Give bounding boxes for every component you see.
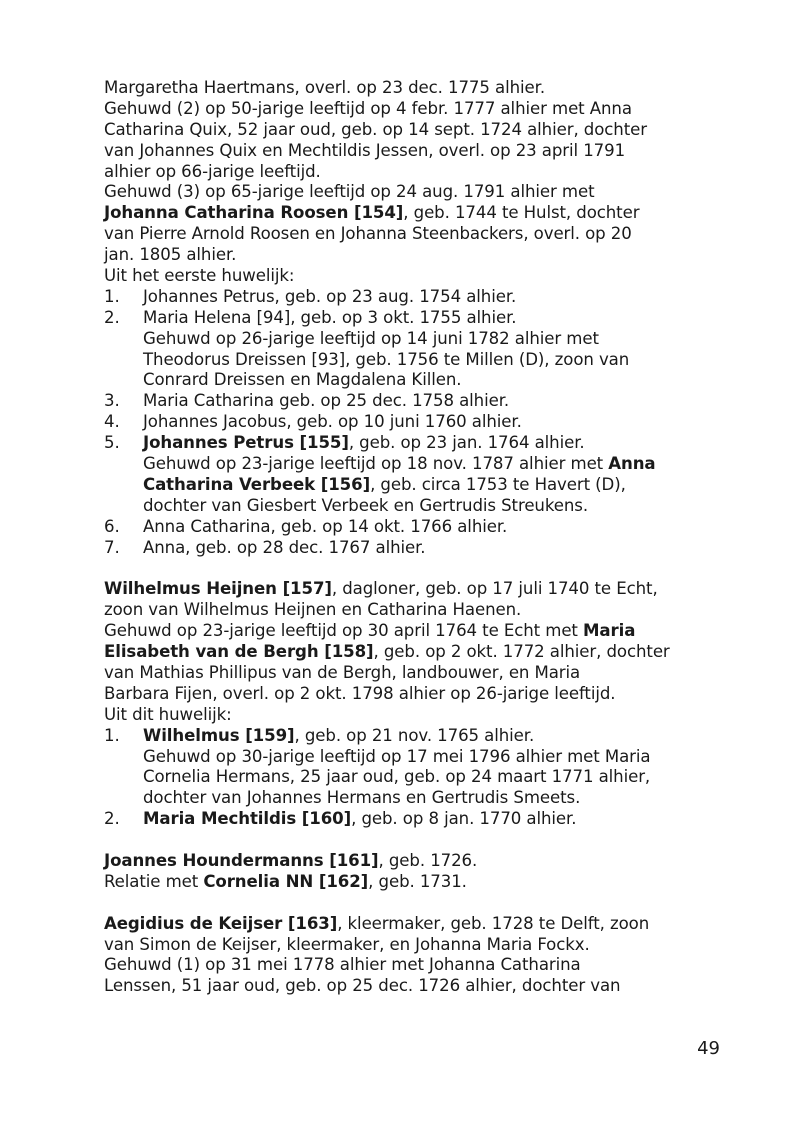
page-body-text <box>104 78 704 997</box>
person-name: Johannes Petrus [155] <box>143 433 349 453</box>
list-number: 7. <box>104 537 120 557</box>
person-name: Wilhelmus [159] <box>143 725 295 745</box>
text-fragment: , geb. op 21 nov. 1765 alhier. <box>294 725 535 745</box>
list-number: 1. <box>104 725 120 745</box>
list-subtext: Gehuwd op 26-jarige leeftijd op 14 juni 1782 alhier met <box>143 328 599 348</box>
person-name: Catharina Verbeek [156] <box>143 474 371 494</box>
list-text <box>143 726 534 747</box>
text-line <box>104 621 704 642</box>
text-line: zoon van Wilhelmus Heijnen en Catharina Haenen. <box>104 600 522 620</box>
text-line: van Mathias Phillipus van de Bergh, landbouwer, en Maria <box>104 662 581 682</box>
list-text: Maria Helena [94], geb. op 3 okt. 1755 alhier. <box>143 307 517 327</box>
text-fragment: , geb. 1731. <box>368 871 467 891</box>
person-name: Cornelia NN [162] <box>203 871 369 891</box>
text-line <box>104 642 704 663</box>
list-subtext: dochter van Giesbert Verbeek en Gertrudis Streukens. <box>143 495 589 515</box>
text-fragment: , geb. circa 1753 te Havert (D), <box>370 474 626 494</box>
person-name: Maria Mechtildis [160] <box>143 809 352 829</box>
list-item <box>104 391 704 412</box>
list-number: 6. <box>104 516 120 536</box>
text-line: Margaretha Haertmans, overl. op 23 dec. 1775 alhier. <box>104 78 545 97</box>
paragraph-gap <box>104 893 704 914</box>
list-subtext: Conrard Dreissen en Magdalena Killen. <box>143 370 462 390</box>
text-fragment: , geb. 1726. <box>378 850 478 870</box>
list-item <box>104 412 704 433</box>
list-subtext: Gehuwd op 30-jarige leeftijd op 17 mei 1796 alhier met Maria <box>143 746 651 766</box>
person-name: Johanna Catharina Roosen [154] <box>104 203 404 223</box>
text-line <box>104 851 704 872</box>
text-line: van Simon de Keijser, kleermaker, en Johanna Maria Fockx. <box>104 934 590 954</box>
text-line: Catharina Quix, 52 jaar oud, geb. op 14 sept. 1724 alhier, dochter <box>104 119 647 139</box>
text-line: Gehuwd (2) op 50-jarige leeftijd op 4 febr. 1777 alhier met Anna <box>104 98 632 118</box>
text-line: Uit het eerste huwelijk: <box>104 266 295 286</box>
list-item <box>104 433 704 454</box>
page-number: 49 <box>697 1038 720 1059</box>
list-number: 4. <box>104 412 120 432</box>
list-subtext: Cornelia Hermans, 25 jaar oud, geb. op 24 maart 1771 alhier, <box>143 767 651 787</box>
text-line: Uit dit huwelijk: <box>104 704 232 724</box>
text-line: alhier op 66-jarige leeftijd. <box>104 161 321 181</box>
text-line: jan. 1805 alhier. <box>104 245 237 265</box>
text-line: van Johannes Quix en Mechtildis Jessen, overl. op 23 april 1791 <box>104 140 626 160</box>
list-text: Johannes Jacobus, geb. op 10 juni 1760 alhier. <box>143 412 522 432</box>
person-name: Joannes Houndermanns [161] <box>104 850 379 870</box>
list-subtext: Theodorus Dreissen [93], geb. 1756 te Millen (D), zoon van <box>143 349 630 369</box>
list-text: Anna, geb. op 28 dec. 1767 alhier. <box>143 537 426 557</box>
list-number: 2. <box>104 809 120 829</box>
text-line: Gehuwd (1) op 31 mei 1778 alhier met Johanna Catharina <box>104 955 581 975</box>
list-item <box>104 538 704 559</box>
text-line: van Pierre Arnold Roosen en Johanna Steenbackers, overl. op 20 <box>104 224 632 244</box>
list-text: Johannes Petrus, geb. op 23 aug. 1754 alhier. <box>143 286 517 306</box>
list-subtext <box>104 475 704 496</box>
person-name: Maria <box>583 621 636 641</box>
list-subtext: dochter van Johannes Hermans en Gertrudis Smeets. <box>143 788 581 808</box>
list-number: 2. <box>104 307 120 327</box>
list-item <box>104 287 704 308</box>
list-text: Anna Catharina, geb. op 14 okt. 1766 alhier. <box>143 516 508 536</box>
text-fragment: , geb. op 2 okt. 1772 alhier, dochter <box>373 642 670 662</box>
list-item <box>104 726 704 747</box>
text-fragment: Gehuwd op 23-jarige leeftijd op 18 nov. 1787 alhier met <box>143 454 609 474</box>
text-line <box>104 872 704 893</box>
text-fragment: , geb. 1744 te Hulst, dochter <box>403 203 640 223</box>
list-text: Maria Catharina geb. op 25 dec. 1758 alhier. <box>143 391 510 411</box>
person-name: Wilhelmus Heijnen [157] <box>104 579 332 599</box>
list-number: 3. <box>104 391 120 411</box>
list-number: 1. <box>104 286 120 306</box>
text-line: Barbara Fijen, overl. op 2 okt. 1798 alhier op 26-jarige leeftijd. <box>104 683 616 703</box>
text-line <box>104 579 704 600</box>
text-line <box>104 914 704 935</box>
paragraph-gap <box>104 558 704 579</box>
list-text <box>143 433 585 454</box>
text-line: Gehuwd (3) op 65-jarige leeftijd op 24 aug. 1791 alhier met <box>104 182 595 202</box>
paragraph-gap <box>104 830 704 851</box>
text-line <box>104 203 704 224</box>
list-item <box>104 517 704 538</box>
list-subtext <box>104 454 704 475</box>
text-fragment: , dagloner, geb. op 17 juli 1740 te Echt, <box>331 579 658 599</box>
list-text <box>143 809 576 830</box>
person-name: Anna <box>608 454 656 474</box>
text-fragment: , geb. op 23 jan. 1764 alhier. <box>348 433 585 453</box>
list-item <box>104 809 704 830</box>
text-fragment: , kleermaker, geb. 1728 te Delft, zoon <box>337 913 650 933</box>
list-number: 5. <box>104 433 120 453</box>
text-line: Lenssen, 51 jaar oud, geb. op 25 dec. 1726 alhier, dochter van <box>104 976 621 996</box>
person-name: Aegidius de Keijser [163] <box>104 913 338 933</box>
text-fragment: Relatie met <box>104 871 204 891</box>
person-name: Elisabeth van de Bergh [158] <box>104 642 374 662</box>
text-fragment: , geb. op 8 jan. 1770 alhier. <box>351 809 577 829</box>
list-item <box>104 308 704 329</box>
text-fragment: Gehuwd op 23-jarige leeftijd op 30 april 1764 te Echt met <box>104 621 584 641</box>
